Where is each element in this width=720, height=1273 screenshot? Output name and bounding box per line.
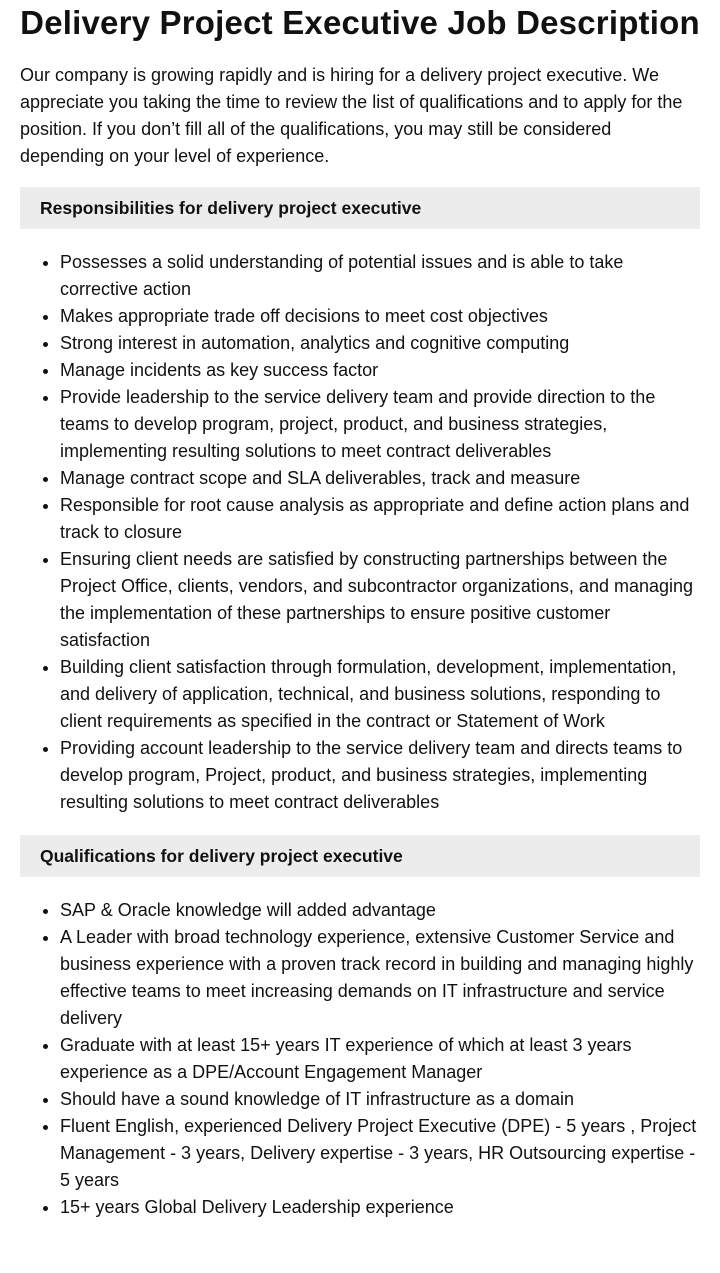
list-item: • Should have a sound knowledge of IT infrastructure as a domain	[60, 1086, 700, 1113]
list-item: • Fluent English, experienced Delivery Project Executive (DPE) - 5 years , Project Management - 3 years, Delivery expertise - 3 years, HR Outsourcing expertise - 5 years	[60, 1113, 700, 1194]
list-item: • Manage incidents as key success factor	[60, 357, 700, 384]
list-item: • Providing account leadership to the service delivery team and directs teams to develop program, Project, product, and business strategies, implementing resulting solutions to meet contract deliverables	[60, 735, 700, 816]
qualifications-heading: Qualifications for delivery project executive	[20, 835, 700, 877]
list-item: • Graduate with at least 15+ years IT experience of which at least 3 years experience as a DPE/Account Engagement Manager	[60, 1032, 700, 1086]
list-item: • Ensuring client needs are satisfied by constructing partnerships between the Project Office, clients, vendors, and subcontractor organizations, and managing the implementation of these partnerships to ensure positive customer satisfaction	[60, 546, 700, 654]
list-item: • Building client satisfaction through formulation, development, implementation, and delivery of application, technical, and business solutions, responding to client requirements as specified in the contract or Statement of Work	[60, 654, 700, 735]
list-item: • Makes appropriate trade off decisions to meet cost objectives	[60, 303, 700, 330]
list-item: • Provide leadership to the service delivery team and provide direction to the teams to develop program, project, product, and business strategies, implementing resulting solutions to meet contract deliverables	[60, 384, 700, 465]
list-item: • Responsible for root cause analysis as appropriate and define action plans and track to closure	[60, 492, 700, 546]
list-item: • 15+ years Global Delivery Leadership experience	[60, 1194, 700, 1221]
list-item: • A Leader with broad technology experience, extensive Customer Service and business experience with a proven track record in building and managing highly effective teams to meet increasing demands on IT infrastructure and service delivery	[60, 924, 700, 1032]
responsibilities-list	[20, 249, 700, 816]
list-item: • Strong interest in automation, analytics and cognitive computing	[60, 330, 700, 357]
list-item: • Manage contract scope and SLA deliverables, track and measure	[60, 465, 700, 492]
intro-paragraph: Our company is growing rapidly and is hiring for a delivery project executive. We appreciate you taking the time to review the list of qualifications and to apply for the position. If you don’t fill all of the qualifications, you may still be considered depending on your level of experience.	[20, 65, 683, 166]
qualifications-list	[20, 897, 700, 1221]
responsibilities-heading: Responsibilities for delivery project executive	[20, 187, 700, 229]
page-title: Delivery Project Executive Job Description	[20, 4, 700, 41]
list-item: • SAP & Oracle knowledge will added advantage	[60, 897, 700, 924]
list-item: • Possesses a solid understanding of potential issues and is able to take corrective action	[60, 249, 700, 303]
